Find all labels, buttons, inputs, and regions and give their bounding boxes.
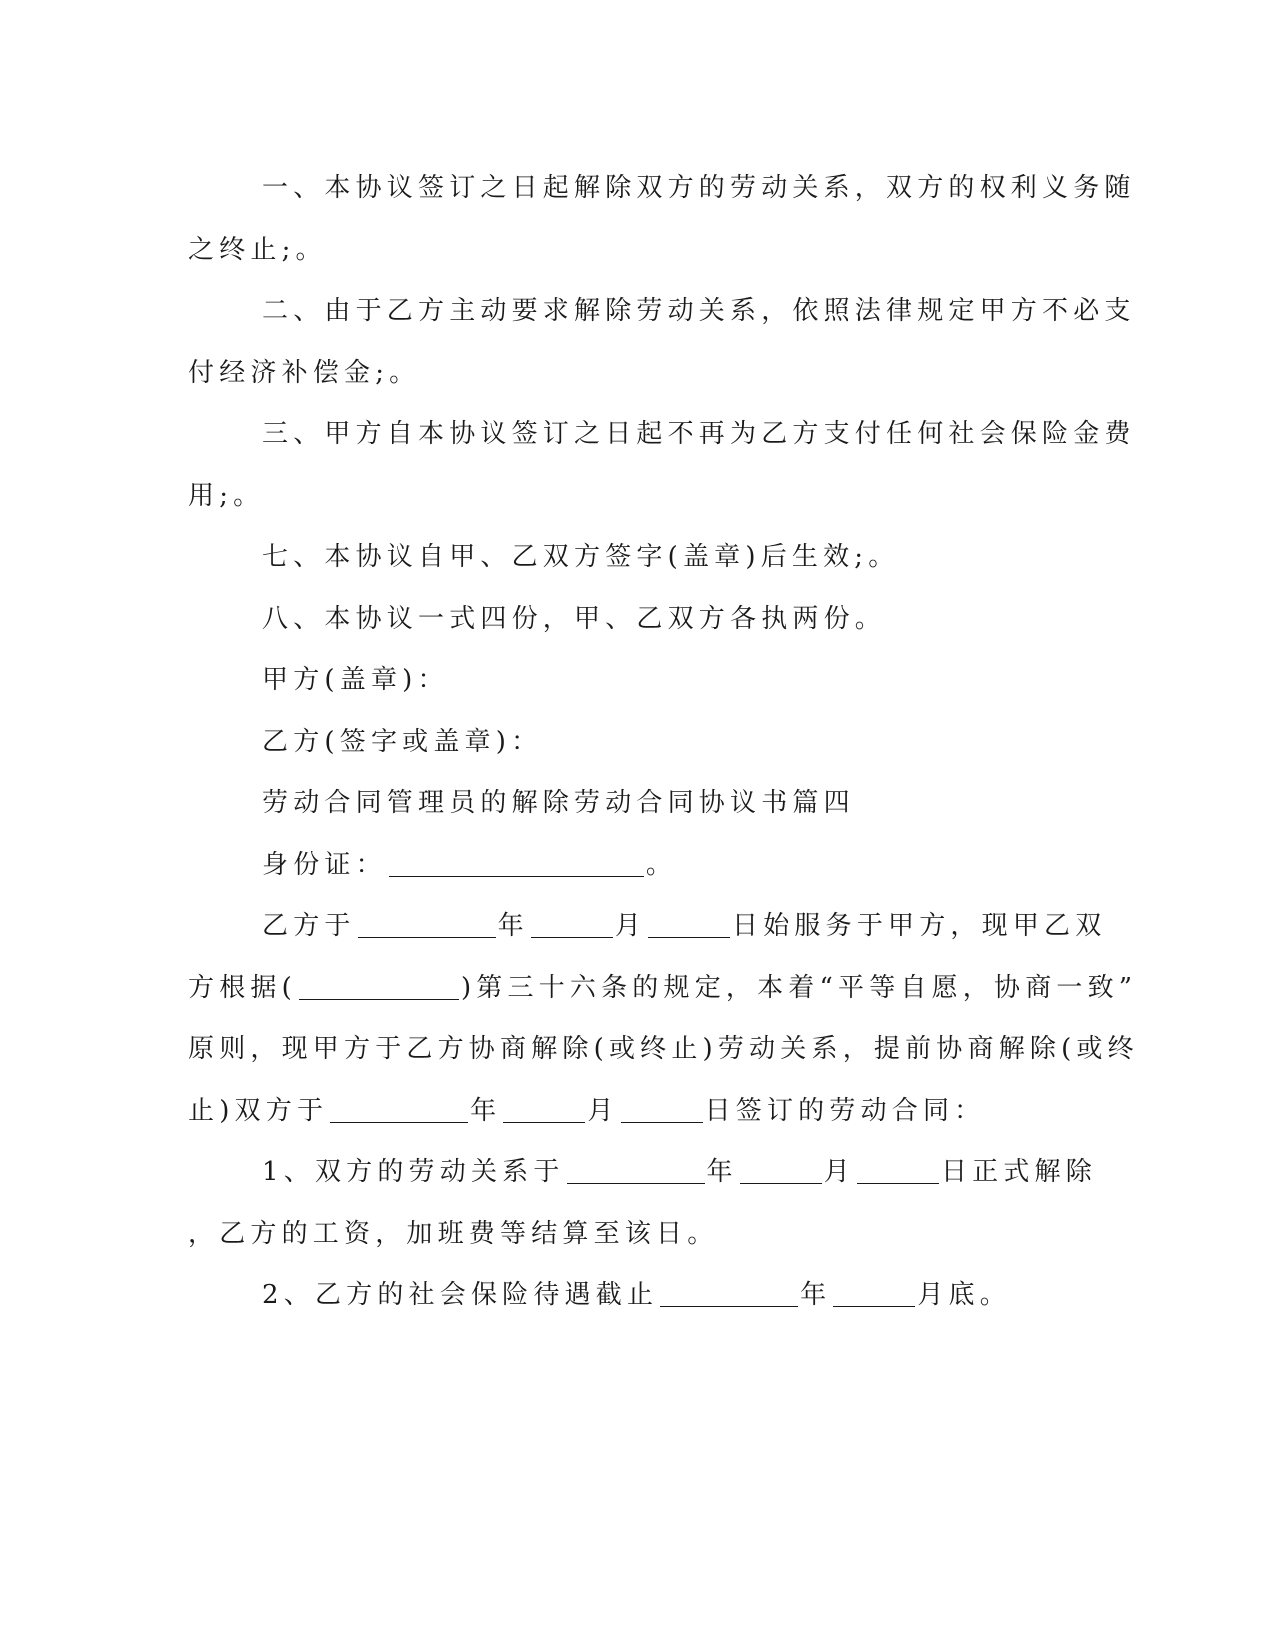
service-year-label: 年 (497, 911, 529, 941)
item-two-line (188, 1265, 1068, 1327)
item-one-text: 1、双方的劳动关系于 (262, 1157, 565, 1187)
clause-three-line-1: 三、甲方自本协议签订之日起不再为乙方支付任何社会保险金费 (262, 419, 1136, 449)
clause-three-line-2: 用;。 (188, 480, 265, 511)
clause-eight: 八、本协议一式四份，甲、乙双方各执两份。 (262, 603, 887, 634)
law-basis-text: 方根据( (188, 972, 297, 1003)
id-card-line (188, 835, 1068, 897)
contract-date-text: 止)双方于 (188, 1095, 329, 1126)
service-month-label: 月 (614, 911, 647, 941)
contract-day-blank[interactable] (621, 1096, 703, 1123)
contract-year-label: 年 (470, 1095, 502, 1126)
clause-one-line-1: 一、本协议签订之日起解除双方的劳动关系，双方的权利义务随 (262, 173, 1136, 203)
item-two-text: 2、乙方的社会保险待遇截止 (262, 1280, 659, 1310)
clause-one-line-2: 之终止;。 (188, 234, 327, 265)
item-one-month-blank[interactable] (740, 1157, 822, 1184)
contract-date-line (188, 1081, 1068, 1143)
id-card-end: 。 (645, 849, 678, 880)
section-title: 劳动合同管理员的解除劳动合同协议书篇四 (262, 788, 855, 818)
id-card-label: 身份证： (262, 849, 387, 880)
item-one-line-1 (188, 1142, 1097, 1204)
service-year-blank[interactable] (358, 911, 496, 938)
item-one-line-2: ，乙方的工资，加班费等结算至该日。 (188, 1218, 719, 1249)
clause-two-line-1: 二、由于乙方主动要求解除劳动关系，依照法律规定甲方不必支 (262, 296, 1136, 326)
service-day-blank[interactable] (648, 911, 730, 938)
item-two-month-blank[interactable] (833, 1280, 915, 1307)
contract-month-label: 月 (587, 1095, 619, 1126)
item-one-text-2: 日正式解除 (940, 1157, 1097, 1187)
item-one-day-blank[interactable] (857, 1157, 939, 1184)
party-a-seal: 甲方(盖章)： (262, 665, 449, 695)
service-start-line (188, 896, 1107, 958)
item-two-year-blank[interactable] (660, 1280, 798, 1307)
item-two-year-label: 年 (800, 1280, 832, 1310)
law-basis-line (188, 958, 1138, 1020)
service-start-text: 乙方于 (262, 911, 356, 941)
law-basis-text-2: )第三十六条的规定，本着“平等自愿，协商一致” (460, 972, 1138, 1003)
contract-date-text-2: 日签订的劳动合同： (704, 1095, 986, 1126)
law-name-blank[interactable] (299, 973, 459, 1000)
service-start-text-2: 日始服务于甲方，现甲乙双 (732, 911, 1107, 941)
party-b-signature: 乙方(签字或盖章)： (262, 726, 543, 757)
clause-seven: 七、本协议自甲、乙双方签字(盖章)后生效;。 (262, 542, 900, 572)
contract-month-blank[interactable] (503, 1096, 585, 1123)
contract-year-blank[interactable] (330, 1096, 468, 1123)
item-two-text-2: 月底。 (917, 1280, 1011, 1310)
clause-two-line-2: 付经济补偿金;。 (188, 357, 421, 388)
item-one-year-label: 年 (706, 1157, 738, 1187)
id-card-blank[interactable] (389, 850, 644, 877)
document-body (188, 158, 1139, 1327)
item-one-month-label: 月 (823, 1157, 855, 1187)
item-one-year-blank[interactable] (567, 1157, 705, 1184)
principle-line: 原则，现甲方于乙方协商解除(或终止)劳动关系，提前协商解除(或终 (188, 1034, 1139, 1064)
service-month-blank[interactable] (531, 911, 613, 938)
